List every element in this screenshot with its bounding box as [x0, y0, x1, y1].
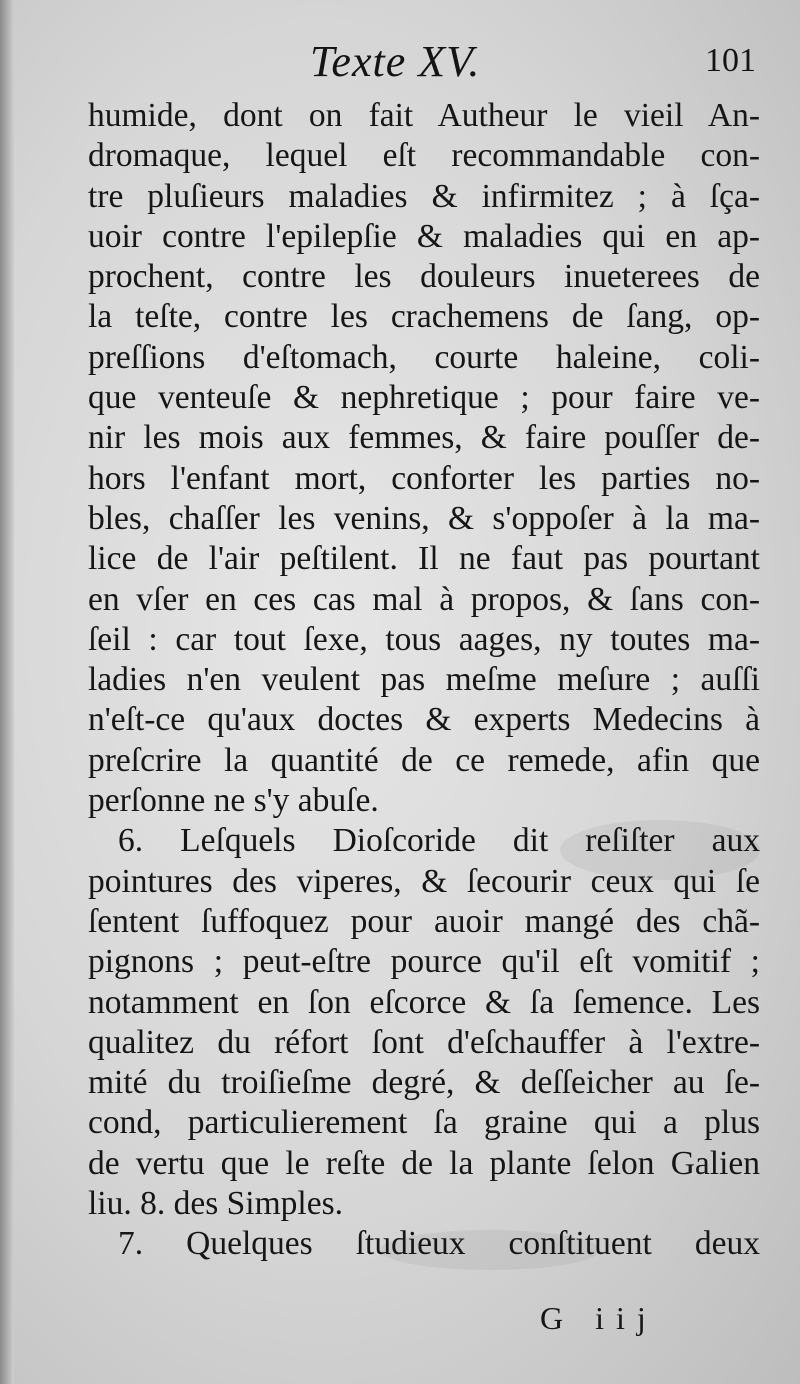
text-line: la teſte, contre les crachemens de ſang, op- — [88, 298, 760, 336]
text-line: en vſer en ces cas mal à propos, & ſans con- — [88, 580, 760, 618]
text-line: qualitez du réfort ſont d'eſchauffer à l'extre- — [88, 1023, 760, 1061]
running-head-title: Texte XV. — [310, 37, 481, 86]
footer-row — [0, 1300, 800, 1340]
text-line: que venteuſe & nephretique ; pour faire ve- — [88, 379, 760, 417]
text-line: preſſions d'eſtomach, courte haleine, coli- — [88, 338, 760, 376]
text-line: lice de l'air peſtilent. Il ne faut pas pourtant — [88, 540, 760, 578]
text-line: 6. Leſquels Dioſcoride dit reſiſter aux — [118, 822, 760, 860]
text-line: de vertu que le reſte de la plante ſelon Galien — [88, 1144, 760, 1182]
text-line: 7. Quelques ſtudieux conſtituent deux — [118, 1225, 760, 1263]
text-line: ſentent ſuffoquez pour auoir mangé des chã- — [88, 902, 760, 940]
text-line: cond, particulierement ſa graine qui a plus — [88, 1104, 760, 1142]
text-line: uoir contre l'epilepſie & maladies qui en ap- — [88, 217, 760, 255]
running-head — [0, 36, 800, 96]
text-line: liu. 8. des Simples. — [88, 1185, 343, 1223]
text-line: preſcrire la quantité de ce remede, afin que — [88, 741, 760, 779]
text-line: mité du troiſieſme degré, & deſſeicher au ſe- — [88, 1064, 760, 1102]
text-line: perſonne ne s'y abuſe. — [88, 782, 379, 820]
page-number: 101 — [705, 42, 756, 79]
text-line: ladies n'en veulent pas meſme meſure ; auſſi — [88, 661, 760, 699]
body-text — [88, 96, 760, 1265]
text-line: pointures des viperes, & ſecourir ceux qui ſe — [88, 862, 760, 900]
text-line: tre pluſieurs maladies & infirmitez ; à ſça- — [88, 177, 760, 215]
text-line: hors l'enfant mort, conforter les parties no- — [88, 459, 760, 497]
text-line: notamment en ſon eſcorce & ſa ſemence. Les — [88, 983, 760, 1021]
text-line: bles, chaſſer les venins, & s'oppoſer à la ma- — [88, 499, 760, 537]
page-edge-shadow — [0, 0, 14, 1384]
signature-mark: G iij — [540, 1300, 658, 1336]
text-line: dromaque, lequel eſt recommandable con- — [88, 137, 760, 175]
text-line: n'eſt-ce qu'aux doctes & experts Medecins à — [88, 701, 760, 739]
text-line: ſeil : car tout ſexe, tous aages, ny toutes ma- — [88, 620, 760, 658]
text-line: humide, dont on fait Autheur le vieil An- — [88, 97, 760, 134]
text-line: prochent, contre les douleurs inueterees de — [88, 258, 760, 296]
text-line: nir les mois aux femmes, & faire pouſſer de- — [88, 419, 760, 457]
text-line: pignons ; peut-eſtre pource qu'il eſt vomitif ; — [88, 943, 760, 981]
